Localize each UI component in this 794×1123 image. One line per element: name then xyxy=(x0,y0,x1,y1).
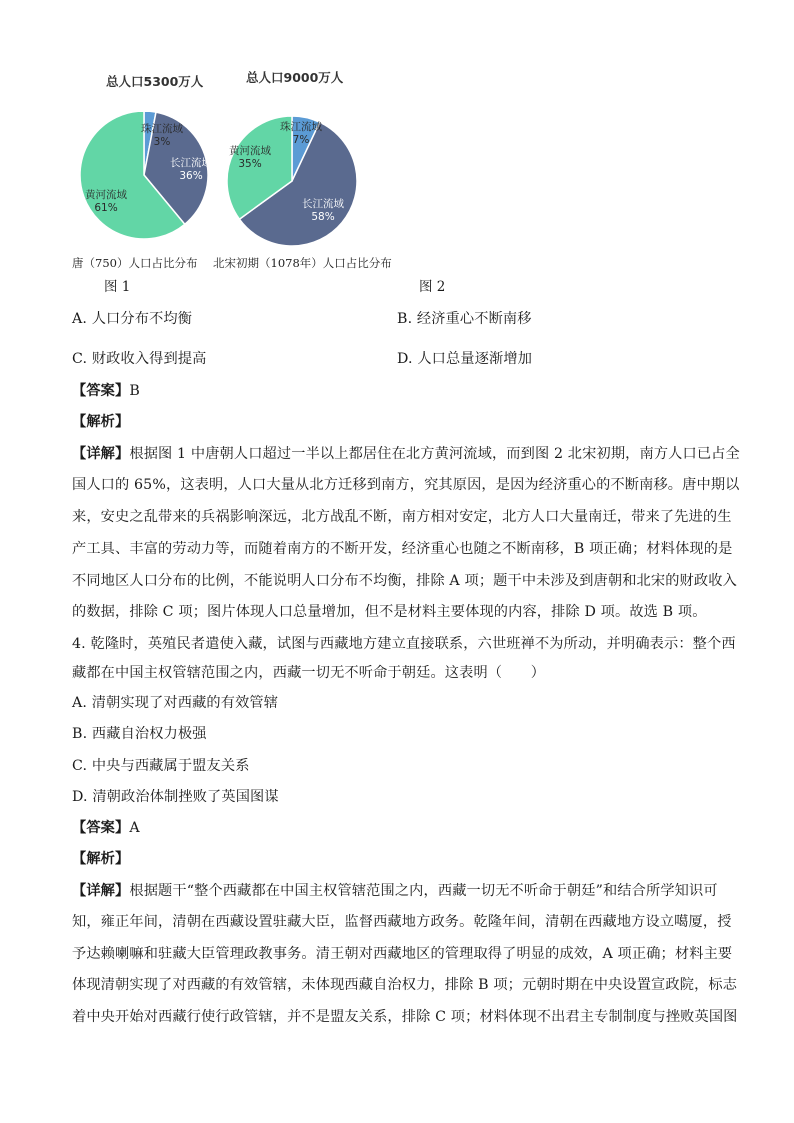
q3-detail-line-2: 国人口的 65%，这表明，人口大量从北方迁移到南方，究其原因，是因为经济重心的不断南移。唐中期以 xyxy=(72,477,740,493)
pie-label: 珠江流域 xyxy=(280,121,322,133)
pie-value-label: 58% xyxy=(311,211,335,223)
pie-value-label: 61% xyxy=(94,202,118,214)
q4-answer xyxy=(72,817,140,837)
pie-label: 长江流域 xyxy=(302,198,344,210)
q3-detail-line-6: 的数据，排除 C 项；图片体现人口总量增加，但不是材料主要体现的内容，排除 D 项。故选 B 项。 xyxy=(72,604,707,620)
pie-label: 珠江流域 xyxy=(141,123,183,135)
pie2-title: 总人口9000万人 xyxy=(246,70,344,85)
answer-tag: 【答案】 xyxy=(72,820,130,836)
q4-detail-line-2: 知，雍正年间，清朝在西藏设置驻藏大臣，监督西藏地方政务。乾隆年间，清朝在西藏地方设立噶厦，授 xyxy=(72,914,732,930)
pie-value-label: 3% xyxy=(153,136,171,148)
detail-tag: 【详解】 xyxy=(72,446,130,462)
q3-detail-line-5: 不同地区人口分布的比例，不能说明人口分布不均衡，排除 A 项；题干中未涉及到唐朝和北宋的财政收入 xyxy=(72,573,737,589)
answer-value: A xyxy=(129,820,140,836)
q3-option-b: B. 经济重心不断南移 xyxy=(397,311,532,327)
pie-charts xyxy=(78,112,378,252)
q4-detail-line-3: 予达赖喇嘛和驻藏大臣管理政教事务。清王朝对西藏地区的管理取得了明显的成效，A 项正确；材料主要 xyxy=(72,946,733,962)
pie1-chart xyxy=(80,112,212,239)
pie-label: 长江流域 xyxy=(170,157,212,169)
pie1-caption: 唐（750）人口占比分布 xyxy=(72,256,198,270)
pie-value-label: 36% xyxy=(179,170,203,182)
figure1-label: 图 1 xyxy=(104,279,131,295)
detail-text: 根据图 1 中唐朝人口超过一半以上都居住在北方黄河流域，而到图 2 北宋初期，南方人口已占全 xyxy=(129,446,740,462)
q3-detail-line-3: 来，安史之乱带来的兵祸影响深远，北方战乱不断，南方相对安定，北方人口大量南迁，带来了先进的生 xyxy=(72,509,732,525)
pie-value-label: 7% xyxy=(292,134,310,146)
q3-detail-line-4: 产工具、丰富的劳动力等，而随着南方的不断开发，经济重心也随之不断南移，B 项正确；材料体现的是 xyxy=(72,541,733,557)
q3-option-d: D. 人口总量逐渐增加 xyxy=(397,351,533,367)
pie-label: 黄河流域 xyxy=(85,189,127,201)
q3-option-a: A. 人口分布不均衡 xyxy=(72,311,193,327)
pie-value-label: 35% xyxy=(238,158,262,170)
q4-detail-line-1 xyxy=(72,880,718,900)
answer-tag: 【答案】 xyxy=(72,383,130,399)
q4-stem-line-2: 藏都在中国主权管辖范围之内，西藏一切无不听命于朝廷。这表明（ ） xyxy=(72,665,546,681)
pie1-title: 总人口5300万人 xyxy=(106,74,204,89)
answer-value: B xyxy=(129,383,140,399)
figure2-label: 图 2 xyxy=(419,279,446,295)
detail-text: 根据题干“整个西藏都在中国主权管辖范围之内，西藏一切无不听命于朝廷”和结合所学知识可 xyxy=(129,883,718,899)
pie2-caption: 北宋初期（1078年）人口占比分布 xyxy=(213,256,392,270)
q4-option-b: B. 西藏自治权力极强 xyxy=(72,726,207,742)
q4-detail-line-5: 着中央开始对西藏行使行政管辖，并不是盟友关系，排除 C 项；材料体现不出君主专制制度与挫败英国图 xyxy=(72,1009,738,1025)
q3-answer xyxy=(72,380,140,400)
q4-option-d: D. 清朝政治体制挫败了英国图谋 xyxy=(72,789,279,805)
q4-option-c: C. 中央与西藏属于盟友关系 xyxy=(72,758,250,774)
q3-detail-line-1 xyxy=(72,443,740,463)
q4-detail-line-4: 体现清朝实现了对西藏的有效管辖，未体现西藏自治权力，排除 B 项；元朝时期在中央设置宣政院，标志 xyxy=(72,977,738,993)
pie-label: 黄河流域 xyxy=(229,145,271,157)
pie2-chart xyxy=(227,116,357,246)
q4-stem-line-1: 4. 乾隆时，英殖民者遣使入藏，试图与西藏地方建立直接联系，六世班禅不为所动，并明确表示：整个西 xyxy=(72,636,736,652)
q3-option-c: C. 财政收入得到提高 xyxy=(72,351,207,367)
detail-tag: 【详解】 xyxy=(72,883,130,899)
q4-analysis-tag: 【解析】 xyxy=(72,851,130,867)
q4-option-a: A. 清朝实现了对西藏的有效管辖 xyxy=(72,695,279,711)
q3-analysis-tag: 【解析】 xyxy=(72,414,130,430)
